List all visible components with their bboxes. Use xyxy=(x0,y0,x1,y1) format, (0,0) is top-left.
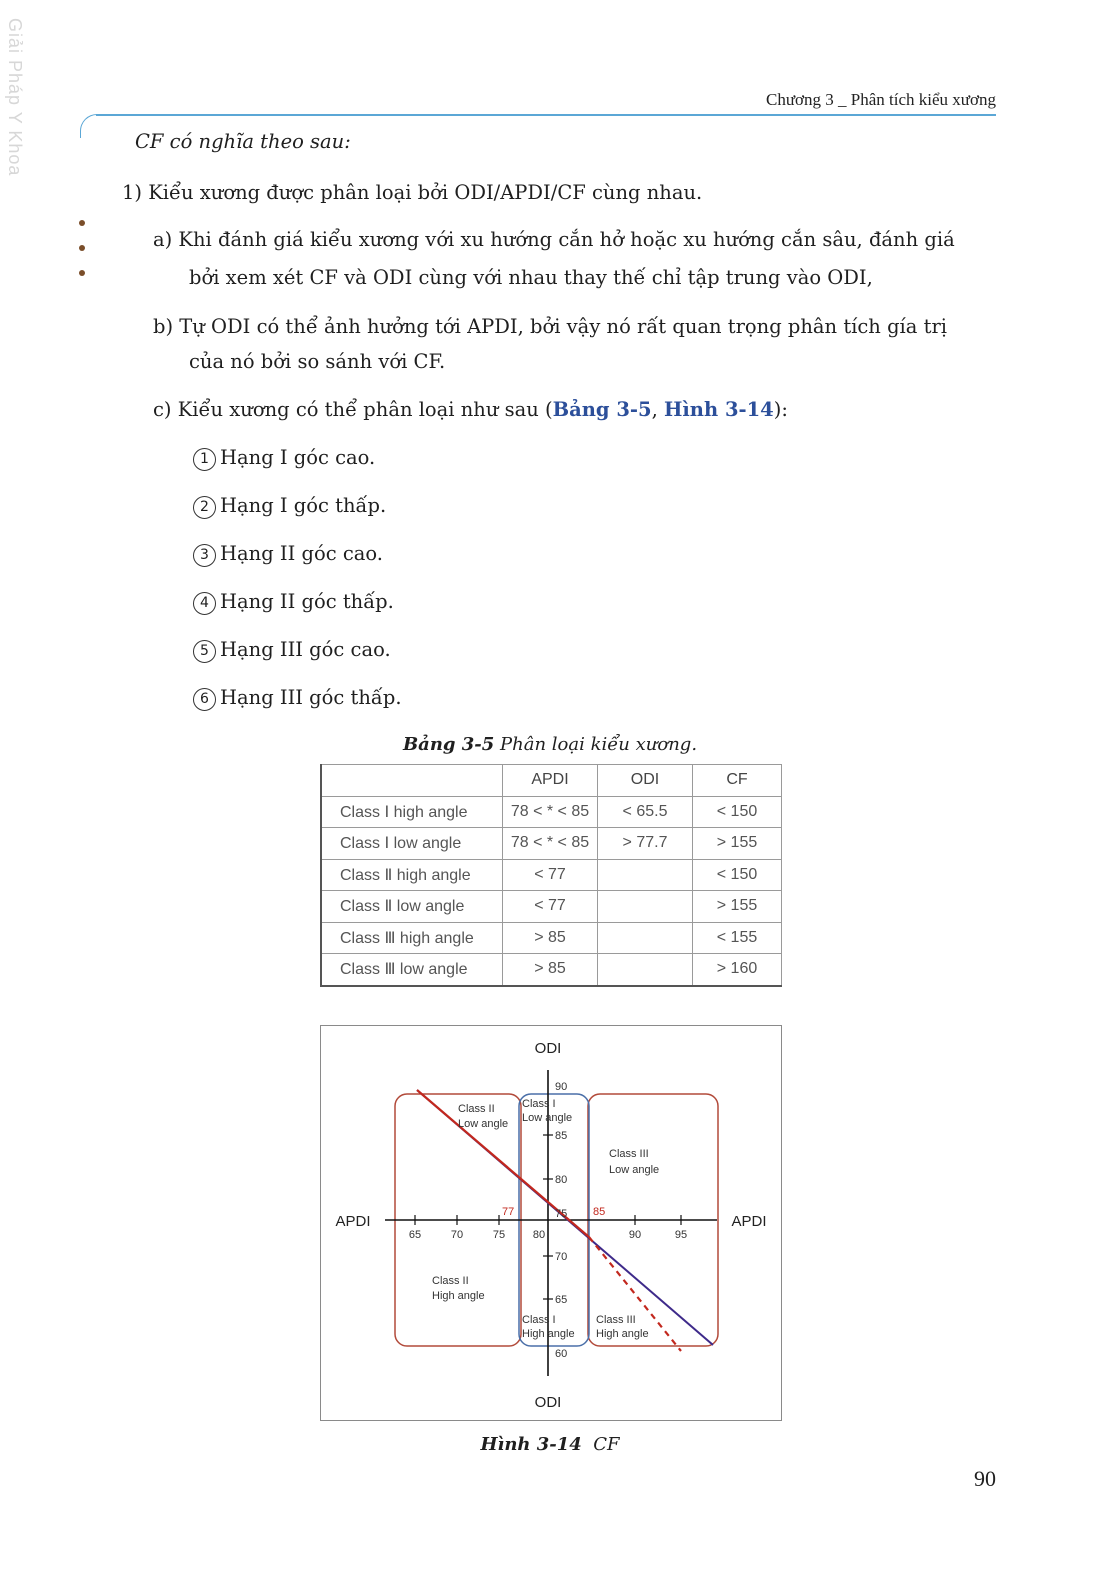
table-header-cell: APDI xyxy=(503,765,598,797)
table-caption-label: Bảng 3-5 xyxy=(402,734,495,755)
enum-item xyxy=(193,540,383,568)
page-number: 90 xyxy=(974,1466,996,1491)
table-caption xyxy=(0,734,1100,755)
apdi-left-label: APDI xyxy=(335,1213,371,1230)
apdi-tick-label: 65 xyxy=(408,1229,422,1241)
table-cell xyxy=(598,922,693,954)
header-rule-curve xyxy=(80,114,97,138)
table-cell: Class Ⅱ high angle xyxy=(321,859,503,891)
list-item-c-suffix: ): xyxy=(773,398,788,421)
table-row xyxy=(321,859,782,891)
table-cell: Class Ⅲ high angle xyxy=(321,922,503,954)
odi-top-label: ODI xyxy=(534,1040,562,1057)
apdi-marker-85: 85 xyxy=(593,1206,606,1218)
odi-bottom-label: ODI xyxy=(534,1394,562,1411)
list-item-a-line2: bởi xem xét CF và ODI cùng với nhau thay thế chỉ tập trung vào ODI, xyxy=(189,266,873,289)
enum-marker: 2 xyxy=(193,496,216,519)
table-header-cell xyxy=(321,765,503,797)
enum-marker: 6 xyxy=(193,688,216,711)
region-label: Class I xyxy=(522,1098,556,1110)
decor-dot xyxy=(79,270,85,276)
table-cell: < 77 xyxy=(503,859,598,891)
enum-item xyxy=(193,444,375,472)
table-header-row xyxy=(321,765,782,797)
odi-tick-label: 80 xyxy=(555,1174,568,1186)
table-cell xyxy=(598,859,693,891)
region-label: Low angle xyxy=(522,1112,573,1124)
list-item-b-line2: của nó bởi so sánh với CF. xyxy=(189,350,446,373)
table-cell: Class Ⅱ low angle xyxy=(321,891,503,923)
table-row xyxy=(321,891,782,923)
table-caption-text: Phân loại kiểu xương. xyxy=(494,734,698,755)
table-cell: > 85 xyxy=(503,954,598,986)
region-label: High angle xyxy=(596,1328,649,1340)
enum-marker: 3 xyxy=(193,544,216,567)
table-cell: > 155 xyxy=(693,828,782,860)
table-cell: < 150 xyxy=(693,796,782,828)
apdi-tick-label: 75 xyxy=(492,1229,506,1241)
apdi-tick-label: 95 xyxy=(674,1229,688,1241)
odi-tick-label: 90 xyxy=(555,1081,568,1093)
enum-text: Hạng III góc thấp. xyxy=(220,686,402,709)
table-cell: > 85 xyxy=(503,922,598,954)
table-cell: Class Ⅰ high angle xyxy=(321,796,503,828)
odi-tick-label: 85 xyxy=(555,1130,568,1142)
enum-item xyxy=(193,492,386,520)
region-label: High angle xyxy=(522,1328,575,1340)
enum-item xyxy=(193,588,394,616)
odi-tick-label: 60 xyxy=(555,1348,568,1360)
region-label: Low angle xyxy=(609,1164,660,1176)
enum-marker: 1 xyxy=(193,448,216,471)
table-row xyxy=(321,922,782,954)
table-header-cell: ODI xyxy=(598,765,693,797)
table-cell xyxy=(598,954,693,986)
apdi-tick-label: 90 xyxy=(628,1229,642,1241)
apdi-right-label: APDI xyxy=(731,1213,767,1230)
table-cell: 78 < * < 85 xyxy=(503,796,598,828)
odi-tick-label: 70 xyxy=(555,1251,568,1263)
enum-text: Hạng I góc cao. xyxy=(220,446,376,469)
odi-tick-label: 75 xyxy=(555,1208,568,1220)
enum-item xyxy=(193,636,391,664)
figure-caption-text: CF xyxy=(581,1434,620,1455)
enum-marker: 5 xyxy=(193,640,216,663)
list-item-b-line1: b) Tự ODI có thể ảnh hưởng tới APDI, bởi vậy nó rất quan trọng phân tích gía trị xyxy=(153,315,948,338)
region-label: Low angle xyxy=(458,1118,509,1130)
table-row xyxy=(321,954,782,986)
region-label: Class I xyxy=(522,1314,556,1326)
table-reference-link[interactable]: Bảng 3-5 xyxy=(552,398,652,421)
figure-reference-link[interactable]: Hình 3-14 xyxy=(663,398,774,421)
enum-text: Hạng II góc thấp. xyxy=(220,590,394,613)
enum-text: Hạng II góc cao. xyxy=(220,542,383,565)
table-cell: > 77.7 xyxy=(598,828,693,860)
region-label: Class III xyxy=(596,1314,636,1326)
enum-item xyxy=(193,684,402,712)
chapter-header: Chương 3 _ Phân tích kiểu xương xyxy=(765,90,996,109)
list-item-1: 1) Kiểu xương được phân loại bởi ODI/APDI/CF cùng nhau. xyxy=(122,181,703,204)
table-row xyxy=(321,796,782,828)
region-label: Class III xyxy=(609,1148,649,1160)
table-header-cell: CF xyxy=(693,765,782,797)
list-item-a-line1: a) Khi đánh giá kiểu xương với xu hướng cắn hở hoặc xu hướng cắn sâu, đánh giá xyxy=(153,228,955,251)
list-item-c-separator: , xyxy=(651,398,664,421)
region-label: High angle xyxy=(432,1290,485,1302)
table-cell: > 160 xyxy=(693,954,782,986)
intro-text: CF có nghĩa theo sau: xyxy=(135,130,351,153)
table-cell: < 155 xyxy=(693,922,782,954)
table-cell: < 150 xyxy=(693,859,782,891)
table-cell xyxy=(598,891,693,923)
region-label: Class II xyxy=(432,1275,469,1287)
decor-dot xyxy=(79,245,85,251)
apdi-tick-label: 80 xyxy=(532,1229,546,1241)
figure-caption xyxy=(0,1434,1100,1455)
region-label: Class II xyxy=(458,1103,495,1115)
classification-table xyxy=(320,764,782,987)
side-watermark: Giải Pháp Y Khoa xyxy=(5,18,25,177)
apdi-tick-label: 70 xyxy=(450,1229,464,1241)
list-item-c-text: c) Kiểu xương có thể phân loại như sau ( xyxy=(153,398,553,421)
figure-caption-label: Hình 3-14 xyxy=(480,1434,582,1455)
table-cell: 78 < * < 85 xyxy=(503,828,598,860)
decor-dot xyxy=(79,220,85,226)
enum-text: Hạng III góc cao. xyxy=(220,638,391,661)
table-cell: < 77 xyxy=(503,891,598,923)
table-cell: > 155 xyxy=(693,891,782,923)
table-cell: Class Ⅰ low angle xyxy=(321,828,503,860)
table-row xyxy=(321,828,782,860)
header-rule xyxy=(96,114,996,116)
list-item-c xyxy=(153,396,788,424)
table-cell: < 65.5 xyxy=(598,796,693,828)
table-cell: Class Ⅲ low angle xyxy=(321,954,503,986)
cf-diagram xyxy=(320,1025,782,1421)
enum-text: Hạng I góc thấp. xyxy=(220,494,387,517)
enum-marker: 4 xyxy=(193,592,216,615)
odi-tick-label: 65 xyxy=(555,1294,568,1306)
apdi-marker-77: 77 xyxy=(502,1206,515,1218)
